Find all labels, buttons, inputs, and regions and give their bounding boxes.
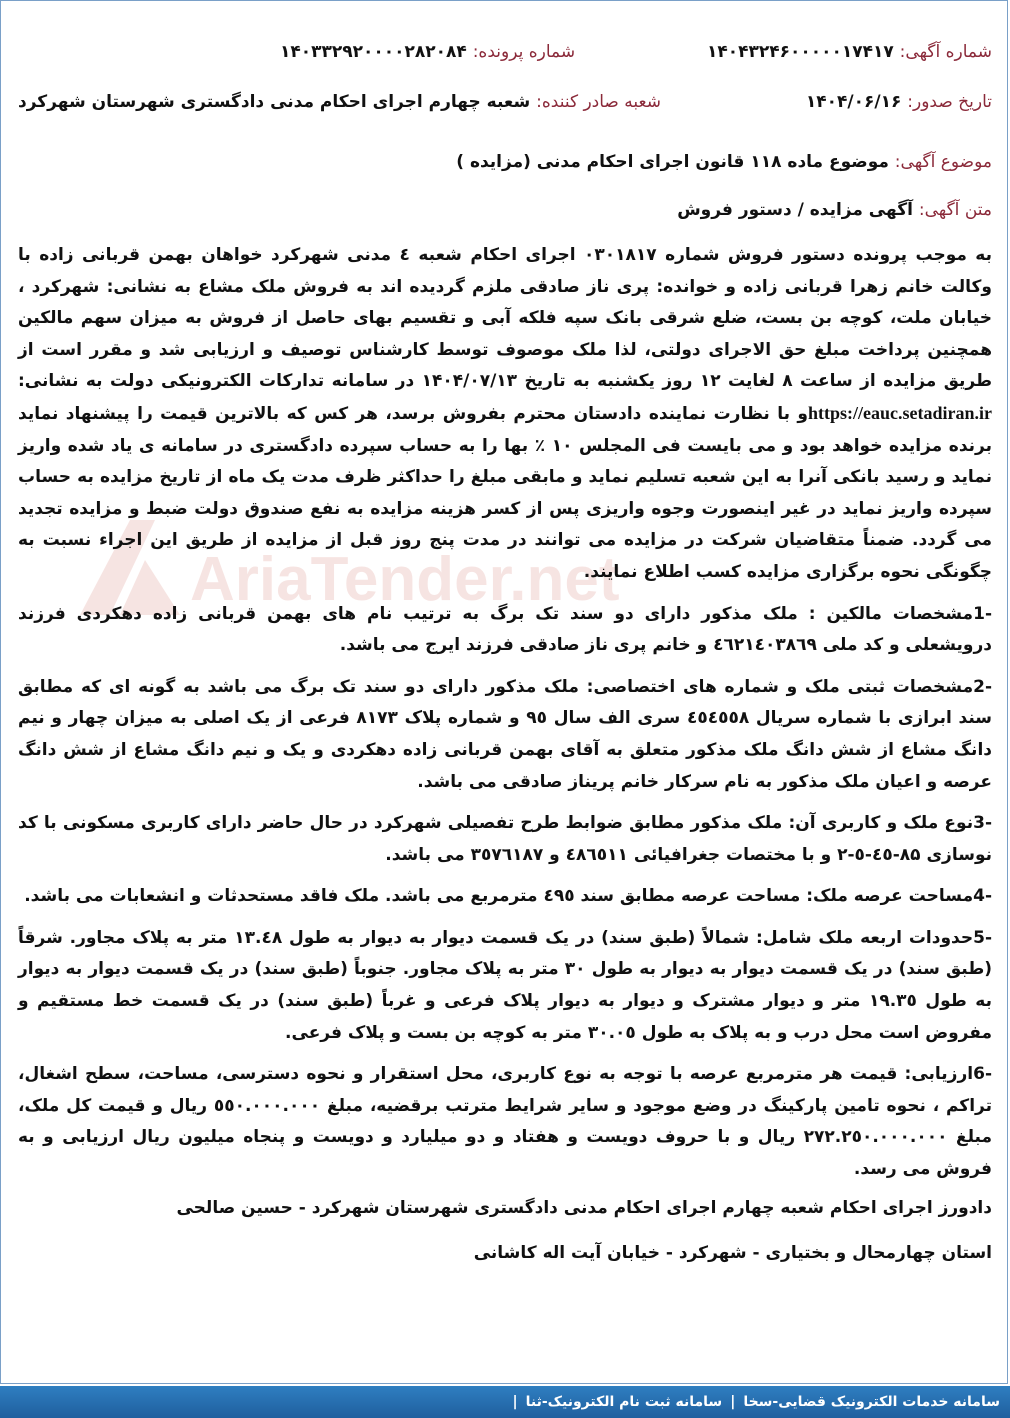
item-usage: -3نوع ملک و کاربری آن: ملک مذکور مطابق ضوابط طرح تفصیلی شهرکرد در حال حاضر دارای کاربری مسکونی با کد نوسازی ۸۵-٤٥-٥-٢ و با مختصات جغرافیائی ٤٨٦٥١١ و ٣٥٧٦١٨٧ می باشد. bbox=[18, 813, 992, 865]
case-number-label: شماره پرونده: bbox=[472, 42, 576, 62]
item-owners: -1مشخصات مالکین : ملک مذکور دارای دو سند تک برگ به ترتیب نام های بهمن قربانی زاده دهکردی فرزند درویشعلی و کد ملی ٤٦٢١٤٠٣٨٦٩ و خانم پری ناز صادقی فرزند ایرج می باشد. bbox=[18, 603, 992, 656]
announcement-body bbox=[18, 240, 992, 1196]
signature-officer: دادورز اجرای احکام شعبه چهارم اجرای احکام مدنی دادگستری شهرستان شهرکرد - حسین صالحی bbox=[176, 1198, 992, 1218]
subject-value: موضوع ماده ۱۱۸ قانون اجرای احکام مدنی (مزایده ) bbox=[456, 152, 889, 172]
footer-separator-end: | bbox=[512, 1394, 518, 1410]
body-intro-part1: به موجب پرونده دستور فروش شماره ۰۳۰۱۸۱۷ اجرای احکام شعبه ٤ مدنی شهرکرد خواهان بهمن قربانی زاده با وکالت خانم زهرا قربانی زاده و خوانده: پری ناز صادقی ملزم گردیده اند به فروش ملک مشاع به نشانی: شهرکرد ، خیابان ملت، کوچه بن بست، ضلع شرقی بانک سپه فلکه آبی و تقسیم بهای حاصل از فروش به میزان سهم مالکین همچنین پرداخت مبلغ حق الاجرای دولتی، لذا ملک موصوف توسط کارشناس توصیف و ارزیابی شد و مقرر است از طریق مزایده از ساعت ۸ لغایت ۱۲ روز یکشنبه به تاریخ ۱۴۰۴/۰۷/۱۳ در سامانه تدارکات الکترونیکی دولت به نشانی: bbox=[18, 245, 992, 392]
item-valuation: -6ارزیابی: قیمت هر مترمربع عرصه با توجه به نوع کاربری، محل استقرار و نحوه دسترسی، مساحت، سطح اشغال، تراکم ، نحوه تامین پارکینگ در وضع موجود و سایر شرایط مترتب برقضیه، مبلغ ٥٥٠.٠٠٠.٠٠٠ ریال و قیمت کل ملک، مبلغ ٢٧٢.٢٥٠.٠٠٠.٠٠٠ ریال و با حروف دویست و هفتاد و دو میلیارد و دویست و پنجاه میلیون ریال ارزیابی و به فروش می رسد. bbox=[18, 1064, 993, 1180]
header-row-1 bbox=[18, 42, 992, 72]
item-area: -4مساحت عرصه ملک: مساحت عرصه مطابق سند ٤٩٥ مترمربع می باشد. ملک فاقد مستحدثات و انشعابات می باشد. bbox=[24, 886, 992, 907]
footer-bar bbox=[0, 1386, 1010, 1418]
ad-number-value: ۱۴۰۴۳۲۴۶۰۰۰۰۰۱۷۴۱۷ bbox=[706, 42, 894, 62]
text-heading-value: آگهی مزایده / دستور فروش bbox=[677, 200, 913, 220]
body-intro bbox=[18, 240, 992, 589]
header-row-2 bbox=[18, 92, 992, 122]
issue-date bbox=[806, 92, 992, 112]
case-number-value: ۱۴۰۳۳۲۹۲۰۰۰۰۲۸۲۰۸۴ bbox=[280, 42, 467, 62]
ad-number-label: شماره آگهی: bbox=[899, 42, 992, 62]
text-heading-label: متن آگهی: bbox=[918, 200, 992, 220]
signature-address: استان چهارمحال و بختیاری - شهرکرد - خیابان آیت اله کاشانی bbox=[473, 1243, 992, 1263]
issuer-label: شعبه صادر کننده: bbox=[536, 92, 661, 112]
body-intro-part2: و با نظارت نماینده دادستان محترم بفروش برسد، هر کس که بالاترین قیمت را پیشنهاد نماید برنده مزایده خواهد بود و می بایست فی المجلس ١٠ ٪ بها را به حساب سپرده دادگستری در سامانه ی یاد شده واریز نماید و رسید بانکی آنرا به این شعبه تسلیم نماید و مابقی مبلغ را حداکثر ظرف مدت یک ماه از تاریخ مزایده به حساب سپرده واریز نماید در غیر اینصورت وجوه واریزی پس از کسر هزینه مزایده به نفع صندوق دولت ضبط و مزایده تجدید می گردد. ضمناً متقاضیان شرکت در مزایده می توانند در مدت پنج روز قبل از مزایده از طریق این اجراء نسبت به چگونگی نحوه برگزاری مزایده کسب اطلاع نمایند. bbox=[18, 403, 992, 582]
ad-number bbox=[707, 42, 992, 62]
footer-separator: | bbox=[730, 1394, 736, 1410]
text-heading-line bbox=[18, 200, 992, 220]
footer-link-sakha[interactable]: سامانه خدمات الکترونیک قضایی-سخا bbox=[743, 1394, 1000, 1410]
issue-date-label: تاریخ صدور: bbox=[907, 92, 992, 112]
issue-date-value: ۱۴۰۴/۰۶/۱۶ bbox=[805, 92, 902, 112]
footer-link-sana[interactable]: سامانه ثبت نام الکترونیک-ثنا bbox=[525, 1394, 723, 1410]
subject-label: موضوع آگهی: bbox=[894, 152, 992, 172]
auction-url-link[interactable]: https://eauc.setadiran.ir bbox=[808, 402, 992, 423]
case-number bbox=[280, 42, 575, 62]
subject-line bbox=[18, 152, 992, 172]
issuer-value: شعبه چهارم اجرای احکام مدنی دادگستری شهرستان شهرکرد bbox=[18, 92, 531, 112]
item-boundaries: -5حدودات اربعه ملک شامل: شمالاً (طبق سند) در یک قسمت دیوار به دیوار به طول ١٣.٤٨ متر به پلاک مجاور. شرقاً (طبق سند) در یک قسمت دیوار به دیوار به طول ٣٠ متر به پلاک مجاور. جنوباً (طبق سند) در یک قسمت دیوار به دیوار به طول ١٩.٣٥ متر و دیوار مشترک و دیوار به دیوار پلاک فرعی و غرباً (طبق سند) در یک قسمت خط مستقیم و مفروض است محل درب و به پلاک به طول ٣٠.٠٥ متر به کوچه بن بست و پلاک فرعی. bbox=[18, 927, 993, 1043]
issuer bbox=[18, 92, 661, 112]
item-registration: -2مشخصات ثبتی ملک و شماره های اختصاصی: ملک مذکور دارای دو سند تک برگ می باشد به گونه ای که مطابق سند ابرازی با شماره سریال ٤٥٤٥٥٨ سری الف سال ٩٥ و شماره پلاک ۸۱۷۳ فرعی از یک اصلی به میزان چهار و نیم دانگ مشاع از شش دانگ ملک مذکور متعلق به آقای بهمن قربانی زاده دهکردی و یک و نیم دانگ مشاع از شش دانگ عرصه و اعیان ملک مذکور به نام سرکار خانم پریناز صادقی می باشد. bbox=[18, 676, 992, 792]
